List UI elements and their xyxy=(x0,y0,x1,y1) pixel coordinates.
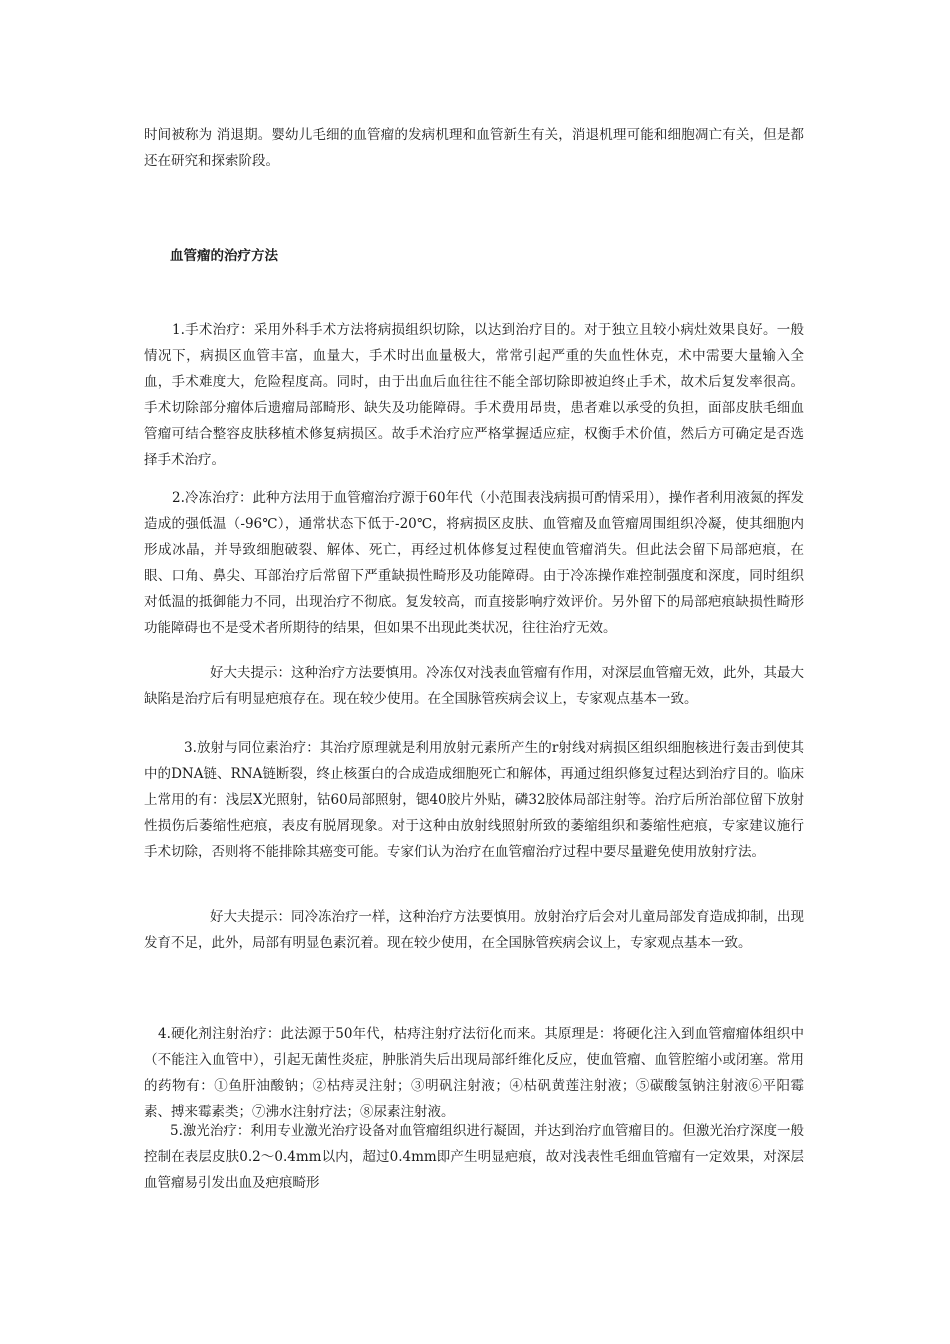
cryotherapy-tip-paragraph: 好大夫提示：这种治疗方法要慎用。冷冻仅对浅表血管瘤有作用，对深层血管瘤无效，此外，其最大缺陷是治疗后有明显疤痕存在。现在较少使用。在全国脉管疾病会议上，专家观点基本一致。 xyxy=(144,665,804,707)
cryotherapy-paragraph: 2.冷冻治疗：此种方法用于血管瘤治疗源于60年代（小范围表浅病损可酌情采用），操作者利用液氮的挥发造成的强低温（-96℃），通常状态下低于-20℃，将病损区皮肤、血管瘤及血管瘤周围组织冷凝，使其细胞内形成冰晶，并导致细胞破裂、解体、死亡，再经过机体修复过程使血管瘤消失。但此法会留下局部疤痕，在眼、口角、鼻尖、耳部治疗后常留下严重缺损性畸形及功能障碍。由于冷冻操作难控制强度和深度，同时组织对低温的抵御能力不同，出现治疗不彻底。复发较高，而直接影响疗效评价。另外留下的局部疤痕缺损性畸形功能障碍也不是受术者所期待的结果，但如果不出现此类状况，往往治疗无效。 xyxy=(144,490,804,636)
intro-paragraph: 时间被称为 消退期。婴幼儿毛细的血管瘤的发病机理和血管新生有关，消退机理可能和细胞凋亡有关，但是都还在研究和探索阶段。 xyxy=(144,127,804,169)
radiation-paragraph: 3.放射与同位素治疗：其治疗原理就是利用放射元素所产生的r射线对病损区组织细胞核进行轰击到使其中的DNA链、RNA链断裂，终止核蛋白的合成造成细胞死亡和解体，再通过组织修复过程达到治疗目的。临床上常用的有：浅层X光照射，钴60局部照射，锶40胶片外贴，磷32胶体局部注射等。治疗后所治部位留下放射性损伤后萎缩性疤痕，表皮有脱屑现象。对于这种由放射线照射所致的萎缩组织和萎缩性疤痕，专家建议施行手术切除，否则将不能排除其癌变可能。专家们认为治疗在血管瘤治疗过程中要尽量避免使用放射疗法。 xyxy=(144,740,804,860)
section-heading: 血管瘤的治疗方法 xyxy=(170,248,278,264)
laser-paragraph: 5.激光治疗：利用专业激光治疗设备对血管瘤组织进行凝固，并达到治疗血管瘤目的。但激光治疗深度一般控制在表层皮肤0.2～0.4mm以内，超过0.4mm即产生明显疤痕，故对浅表性毛细血管瘤有一定效果，对深层血管瘤易引发出血及疤痕畸形 xyxy=(144,1123,804,1191)
surgery-paragraph: 1.手术治疗：采用外科手术方法将病损组织切除，以达到治疗目的。对于独立且较小病灶效果良好。一般情况下，病损区血管丰富，血量大，手术时出血量极大，常常引起严重的失血性休克，术中需要大量输入全血，手术难度大，危险程度高。同时，由于出血后血往往不能全部切除即被迫终止手术，故术后复发率很高。手术切除部分瘤体后遗瘤局部畸形、缺失及功能障碍。手术费用昂贵，患者难以承受的负担，面部皮肤毛细血管瘤可结合整容皮肤移植术修复病损区。故手术治疗应严格掌握适应症，权衡手术价值，然后方可确定是否选择手术治疗。 xyxy=(144,322,804,468)
radiation-tip-paragraph: 好大夫提示：同冷冻治疗一样，这种治疗方法要慎用。放射治疗后会对儿童局部发育造成抑制，出现发育不足，此外，局部有明显色素沉着。现在较少使用，在全国脉管疾病会议上，专家观点基本一致。 xyxy=(144,909,804,951)
sclerotherapy-paragraph: 4.硬化剂注射治疗：此法源于50年代，枯痔注射疗法衍化而来。其原理是：将硬化注入到血管瘤瘤体组织中（不能注入血管中），引起无菌性炎症，肿胀消失后出现局部纤维化反应，使血管瘤、血管腔缩小或闭塞。常用的药物有：①鱼肝油酸钠；②枯痔灵注射；③明矾注射液；④枯矾黄莲注射液；⑤碳酸氢钠注射液⑥平阳霉素、搏来霉素类；⑦沸水注射疗法；⑧尿素注射液。 xyxy=(144,1026,804,1120)
